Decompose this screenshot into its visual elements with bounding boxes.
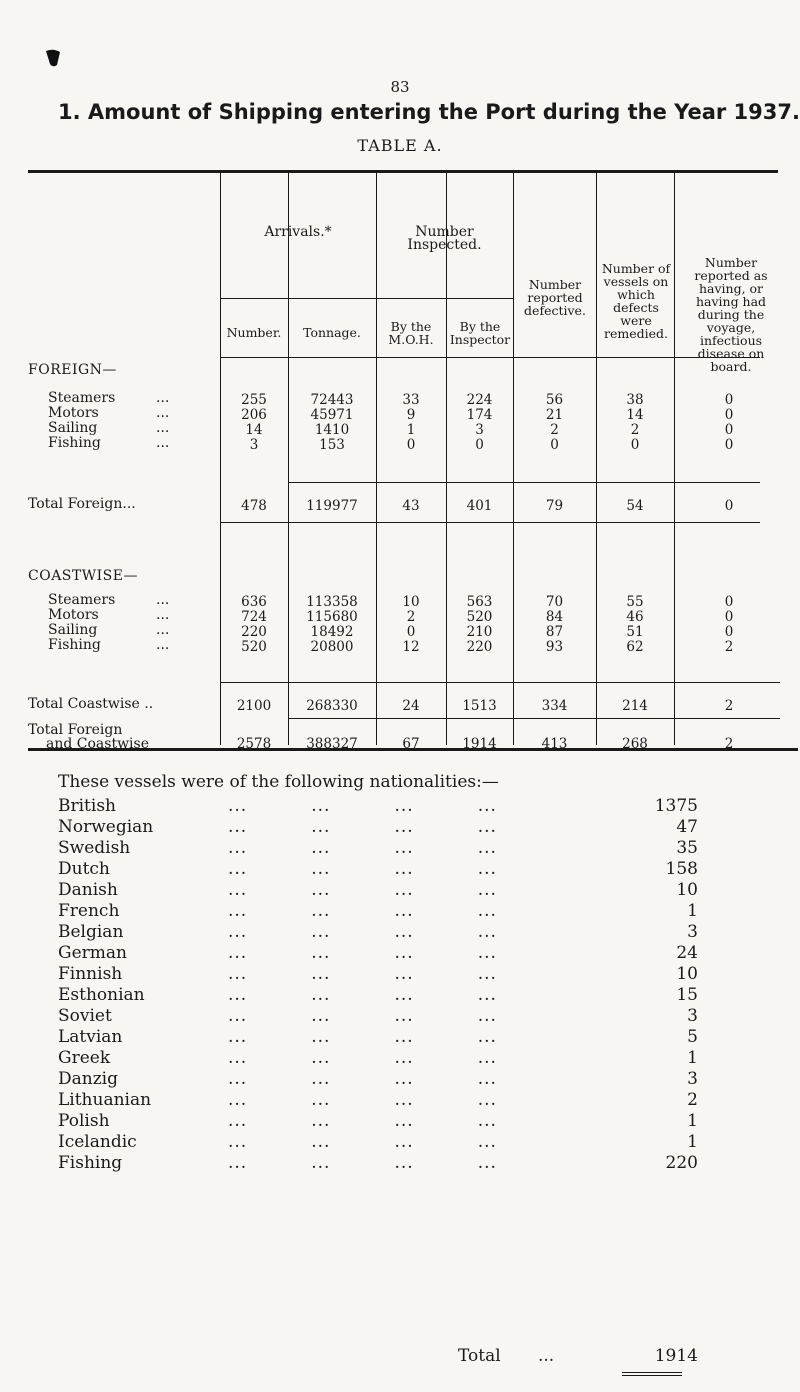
nationality-dots: ... ... ... ... xyxy=(228,796,497,816)
coastwise-row-dots: ... xyxy=(156,637,170,653)
coastwise-cell: 87 xyxy=(545,624,564,640)
foreign-row-label: Fishing xyxy=(48,435,101,451)
foreign-cell: 3 xyxy=(249,437,259,453)
foreign-total-label: Total Foreign... xyxy=(28,496,136,512)
foreign-row-dots: ... xyxy=(156,435,170,451)
header-arrivals-number: Number. xyxy=(226,325,282,340)
nationality-row xyxy=(58,964,698,985)
nationality-name: Polish xyxy=(58,1111,110,1131)
foreign-cell: 45971 xyxy=(310,407,354,423)
foreign-cell: 3 xyxy=(475,422,484,438)
coastwise-cell: 0 xyxy=(724,594,734,610)
coastwise-cell: 18492 xyxy=(310,624,354,640)
coastwise-cell: 210 xyxy=(466,624,493,640)
foreign-row-label: Sailing xyxy=(48,420,98,436)
foreign-cell: 0 xyxy=(475,437,484,453)
nationalities-total-dots: ... xyxy=(538,1346,555,1366)
nationality-count: 1 xyxy=(687,1048,698,1068)
nationality-dots: ... ... ... ... xyxy=(228,817,497,837)
header-arrivals: Arrivals.* xyxy=(264,224,332,240)
nationality-dots: ... ... ... ... xyxy=(228,985,497,1005)
nationality-dots: ... ... ... ... xyxy=(228,943,497,963)
coastwise-cell: 220 xyxy=(241,624,267,640)
grand-total-cell: 67 xyxy=(402,736,420,752)
coastwise-cell: 113358 xyxy=(306,594,358,610)
coastwise-cell: 20800 xyxy=(310,639,354,655)
grand-total-cell: 388327 xyxy=(306,736,358,752)
nationality-count: 1 xyxy=(687,901,698,921)
foreign-cell: 33 xyxy=(402,392,420,408)
coastwise-row-dots: ... xyxy=(156,592,170,608)
table-top-rule xyxy=(28,170,778,173)
coastwise-row-label: Steamers xyxy=(48,592,116,608)
nationality-dots: ... ... ... ... xyxy=(228,922,497,942)
coastwise-row-label: Sailing xyxy=(48,622,98,638)
grand-total-label-1: Total Foreign xyxy=(28,722,123,738)
nationality-name: Lithuanian xyxy=(58,1090,152,1110)
coastwise-total-cell: 268330 xyxy=(306,698,358,714)
nationality-count: 47 xyxy=(676,817,698,837)
nationalities-intro: These vessels were of the following nationalities:— xyxy=(58,772,499,792)
coastwise-total-cell: 24 xyxy=(402,698,420,714)
nationality-row xyxy=(58,1090,698,1111)
grand-total-label-2: and Coastwise xyxy=(46,736,150,752)
nationality-row xyxy=(58,901,698,922)
nationality-count: 3 xyxy=(687,1006,698,1026)
coastwise-total-cell: 2 xyxy=(724,698,734,714)
nationality-name: Swedish xyxy=(58,838,131,858)
foreign-cell: 1410 xyxy=(314,422,350,438)
nationality-row xyxy=(58,1153,698,1174)
grand-total-cell: 2578 xyxy=(236,736,272,752)
nationality-row xyxy=(58,1111,698,1132)
nationality-name: British xyxy=(58,796,116,816)
nationality-count: 10 xyxy=(676,880,698,900)
nationality-row xyxy=(58,838,698,859)
nationality-count: 3 xyxy=(687,922,698,942)
foreign-cell: 2 xyxy=(550,422,559,438)
foreign-total-cell: 119977 xyxy=(306,498,358,514)
foreign-cell: 0 xyxy=(630,437,640,453)
foreign-cell: 0 xyxy=(724,392,734,408)
coastwise-row-dots: ... xyxy=(156,622,170,638)
ink-mark-icon xyxy=(44,48,62,68)
coastwise-cell: 115680 xyxy=(306,609,358,625)
nationality-row xyxy=(58,1006,698,1027)
nationality-dots: ... ... ... ... xyxy=(228,1006,497,1026)
nationality-row xyxy=(58,985,698,1006)
foreign-total-cell: 0 xyxy=(724,498,734,514)
foreign-cell: 1 xyxy=(406,422,416,438)
coastwise-total-cell: 2100 xyxy=(236,698,272,714)
nationality-count: 1 xyxy=(687,1132,698,1152)
coastwise-cell: 10 xyxy=(402,594,420,610)
nationality-count: 35 xyxy=(676,838,698,858)
nationality-dots: ... ... ... ... xyxy=(228,838,497,858)
nationality-name: Norwegian xyxy=(58,817,154,837)
foreign-row-label: Motors xyxy=(48,405,99,421)
coastwise-row-label: Fishing xyxy=(48,637,101,653)
nationality-count: 1 xyxy=(687,1111,698,1131)
grand-total-cell: 1914 xyxy=(462,736,497,752)
foreign-cell: 14 xyxy=(626,407,644,423)
header-defects-remedied: Number of vessels on which defects were remedied. xyxy=(601,261,671,341)
nationality-name: Danzig xyxy=(58,1069,118,1089)
grand-total-cell: 413 xyxy=(541,736,568,752)
foreign-cell: 255 xyxy=(241,392,267,408)
section-foreign: FOREIGN— xyxy=(28,362,117,378)
nationality-count: 24 xyxy=(676,943,698,963)
nationality-dots: ... ... ... ... xyxy=(228,901,497,921)
nationality-name: Greek xyxy=(58,1048,111,1068)
header-number-inspected: Number Inspected. xyxy=(407,224,482,253)
nationality-name: Belgian xyxy=(58,922,124,942)
coastwise-cell: 0 xyxy=(406,624,416,640)
shipping-table xyxy=(28,170,798,750)
nationality-row xyxy=(58,922,698,943)
nationality-count: 5 xyxy=(687,1027,698,1047)
nationality-name: German xyxy=(58,943,127,963)
nationality-name: Fishing xyxy=(58,1153,123,1173)
nationality-name: Icelandic xyxy=(58,1132,137,1152)
coastwise-cell: 724 xyxy=(241,609,267,625)
nationality-row xyxy=(58,859,698,880)
nationality-count: 158 xyxy=(665,859,698,879)
nationalities-total-label: Total xyxy=(458,1346,501,1366)
coastwise-row-label: Motors xyxy=(48,607,99,623)
nationality-count: 3 xyxy=(687,1069,698,1089)
grand-total-cell: 2 xyxy=(724,736,734,752)
foreign-cell: 174 xyxy=(466,407,493,423)
coastwise-total-cell: 214 xyxy=(622,698,648,714)
nationality-name: French xyxy=(58,901,120,921)
nationality-name: Dutch xyxy=(58,859,110,879)
foreign-total-cell: 43 xyxy=(402,498,420,514)
header-by-moh: By the M.O.H. xyxy=(388,319,434,347)
coastwise-cell: 2 xyxy=(724,639,734,655)
foreign-cell: 206 xyxy=(241,407,267,423)
nationality-count: 10 xyxy=(676,964,698,984)
coastwise-cell: 12 xyxy=(402,639,420,655)
nationality-name: Finnish xyxy=(58,964,123,984)
coastwise-cell: 2 xyxy=(406,609,416,625)
nationality-count: 220 xyxy=(665,1153,698,1173)
coastwise-cell: 220 xyxy=(466,639,493,655)
nationality-name: Latvian xyxy=(58,1027,123,1047)
nationality-row xyxy=(58,1027,698,1048)
foreign-cell: 0 xyxy=(550,437,559,453)
nationality-dots: ... ... ... ... xyxy=(228,1090,497,1110)
header-arrivals-tonnage: Tonnage. xyxy=(303,325,361,340)
nationality-row xyxy=(58,880,698,901)
nationality-count: 1375 xyxy=(654,796,698,816)
header-reported-defective: Number reported defective. xyxy=(524,277,586,318)
coastwise-cell: 563 xyxy=(466,594,493,610)
coastwise-cell: 0 xyxy=(724,624,734,640)
coastwise-cell: 520 xyxy=(241,639,267,655)
nationality-row xyxy=(58,796,698,817)
foreign-total-cell: 478 xyxy=(241,498,267,514)
coastwise-cell: 62 xyxy=(626,639,644,655)
nationality-dots: ... ... ... ... xyxy=(228,1153,497,1173)
foreign-cell: 0 xyxy=(724,437,734,453)
foreign-cell: 14 xyxy=(245,422,263,438)
foreign-cell: 0 xyxy=(724,422,734,438)
foreign-cell: 38 xyxy=(626,392,644,408)
nationality-dots: ... ... ... ... xyxy=(228,1111,497,1131)
nationality-name: Danish xyxy=(58,880,118,900)
coastwise-total-cell: 334 xyxy=(541,698,568,714)
foreign-total-cell: 79 xyxy=(545,498,564,514)
nationality-row xyxy=(58,1048,698,1069)
nationality-name: Soviet xyxy=(58,1006,112,1026)
nationality-dots: ... ... ... ... xyxy=(228,859,497,879)
nationality-name: Esthonian xyxy=(58,985,145,1005)
coastwise-cell: 51 xyxy=(626,624,644,640)
coastwise-cell: 55 xyxy=(626,594,644,610)
foreign-row-label: Steamers xyxy=(48,390,116,406)
coastwise-row-dots: ... xyxy=(156,607,170,623)
foreign-row-dots: ... xyxy=(156,420,170,436)
page-number: 83 xyxy=(390,78,410,96)
nationality-row xyxy=(58,817,698,838)
nationality-dots: ... ... ... ... xyxy=(228,1132,497,1152)
nationality-dots: ... ... ... ... xyxy=(228,880,497,900)
grand-total-cell: 268 xyxy=(622,736,648,752)
nationality-dots: ... ... ... ... xyxy=(228,964,497,984)
section-coastwise: COASTWISE— xyxy=(28,568,138,584)
nationality-count: 15 xyxy=(676,985,698,1005)
nationality-row xyxy=(58,1069,698,1090)
coastwise-total-label: Total Coastwise .. xyxy=(28,696,154,712)
coastwise-cell: 46 xyxy=(626,609,644,625)
page-heading: 1. Amount of Shipping entering the Port during the Year 1937. xyxy=(58,100,800,124)
header-by-inspector: By the Inspector xyxy=(449,319,511,347)
foreign-total-cell: 401 xyxy=(466,498,493,514)
coastwise-cell: 70 xyxy=(545,594,564,610)
foreign-cell: 0 xyxy=(406,437,416,453)
coastwise-cell: 84 xyxy=(545,609,564,625)
coastwise-cell: 0 xyxy=(724,609,734,625)
nationality-row xyxy=(58,1132,698,1153)
header-infectious-disease: Number reported as having, or having had during the voyage, infectious disease on board. xyxy=(694,255,768,374)
foreign-total-cell: 54 xyxy=(626,498,644,514)
coastwise-cell: 93 xyxy=(545,639,564,655)
coastwise-cell: 636 xyxy=(241,594,267,610)
foreign-row-dots: ... xyxy=(156,405,170,421)
foreign-cell: 9 xyxy=(406,407,416,423)
nationality-count: 2 xyxy=(687,1090,698,1110)
coastwise-total-cell: 1513 xyxy=(462,698,497,714)
foreign-row-dots: ... xyxy=(156,390,170,406)
foreign-cell: 153 xyxy=(319,437,345,453)
foreign-cell: 0 xyxy=(724,407,734,423)
nationality-dots: ... ... ... ... xyxy=(228,1027,497,1047)
nationalities-total-value: 1914 xyxy=(654,1346,698,1366)
nationality-dots: ... ... ... ... xyxy=(228,1069,497,1089)
nationality-dots: ... ... ... ... xyxy=(228,1048,497,1068)
foreign-cell: 21 xyxy=(545,407,564,423)
table-title: TABLE A. xyxy=(357,136,443,155)
foreign-cell: 2 xyxy=(630,422,640,438)
foreign-cell: 56 xyxy=(545,392,564,408)
foreign-cell: 224 xyxy=(466,392,493,408)
foreign-cell: 72443 xyxy=(310,392,354,408)
nationality-row xyxy=(58,943,698,964)
coastwise-cell: 520 xyxy=(466,609,493,625)
